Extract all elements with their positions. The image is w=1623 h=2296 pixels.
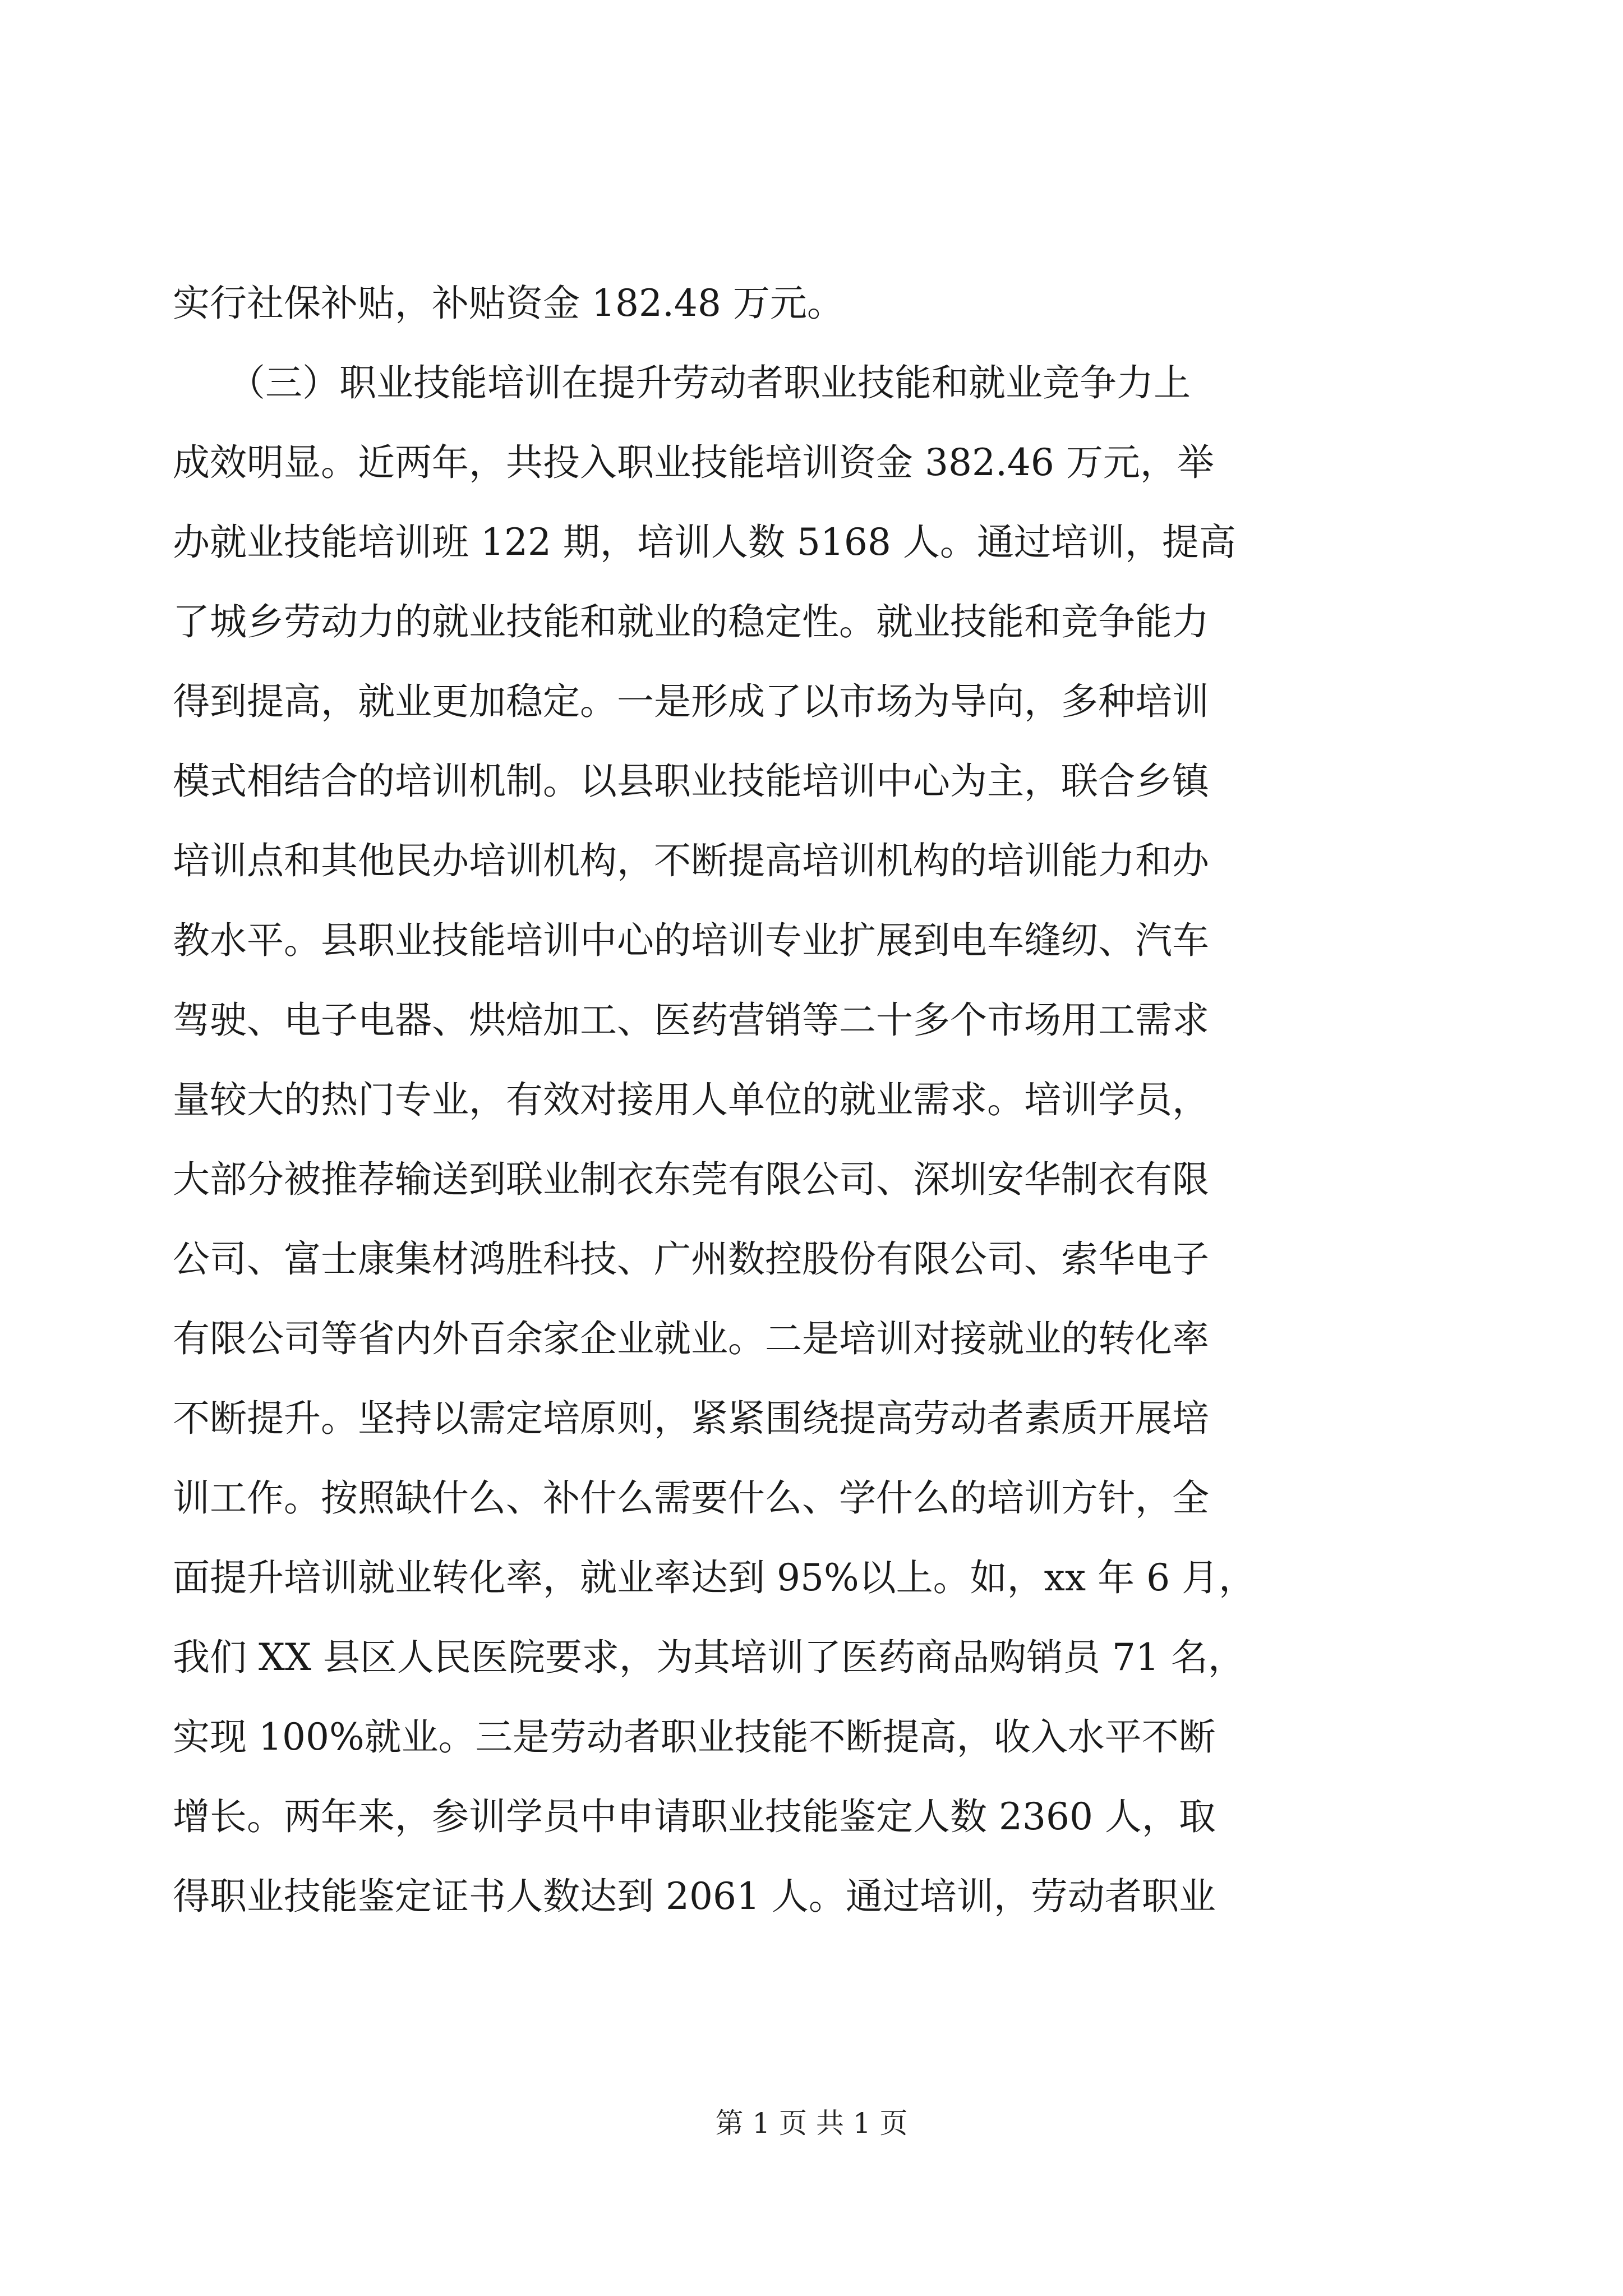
text-line: 教水平。县职业技能培训中心的培训专业扩展到电车缝纫、汽车 [173,919,1209,962]
text-line: 成效明显。近两年，共投入职业技能培训资金 382.46 万元，举 [173,441,1214,484]
page-footer [0,2104,1623,2143]
text-line: 不断提升。坚持以需定培原则，紧紧围绕提高劳动者素质开展培 [173,1397,1209,1440]
text-line: 量较大的热门专业，有效对接用人单位的就业需求。培训学员， [173,1078,1209,1121]
text-line: 实现 100%就业。三是劳动者职业技能不断提高，收入水平不断 [173,1715,1216,1759]
text-line: 了城乡劳动力的就业技能和就业的稳定性。就业技能和竞争能力 [173,600,1209,643]
text-line: 实行社保补贴，补贴资金 182.48 万元。 [173,282,844,325]
document-body [173,264,1435,1936]
page-number: 第 1 页 共 1 页 [715,2107,908,2139]
text-line: 增长。两年来，参训学员中申请职业技能鉴定人数 2360 人，取 [173,1795,1216,1838]
text-line: 得职业技能鉴定证书人数达到 2061 人。通过培训，劳动者职业 [173,1875,1216,1918]
text-line: 有限公司等省内外百余家企业就业。二是培训对接就业的转化率 [173,1317,1209,1360]
text-line: 得到提高，就业更加稳定。一是形成了以市场为导向，多种培训 [173,680,1209,723]
text-line: 驾驶、电子电器、烘焙加工、医药营销等二十多个市场用工需求 [173,999,1209,1042]
text-line: 模式相结合的培训机制。以县职业技能培训中心为主，联合乡镇 [173,760,1209,803]
text-line: 面提升培训就业转化率，就业率达到 95%以上。如，xx 年 6 月， [173,1556,1256,1599]
text-line: 大部分被推荐输送到联业制衣东莞有限公司、深圳安华制衣有限 [173,1158,1209,1201]
text-line: 办就业技能培训班 122 期，培训人数 5168 人。通过培训，提高 [173,521,1236,564]
text-line: 公司、富士康集材鸿胜科技、广州数控股份有限公司、索华电子 [173,1237,1209,1281]
text-line: 培训点和其他民办培训机构，不断提高培训机构的培训能力和办 [173,839,1209,882]
text-line: 我们 XX 县区人民医院要求，为其培训了医药商品购销员 71 名， [173,1636,1245,1679]
text-line: 训工作。按照缺什么、补什么需要什么、学什么的培训方针，全 [173,1476,1209,1520]
text-line: （三）职业技能培训在提升劳动者职业技能和就业竞争力上 [173,361,1191,404]
